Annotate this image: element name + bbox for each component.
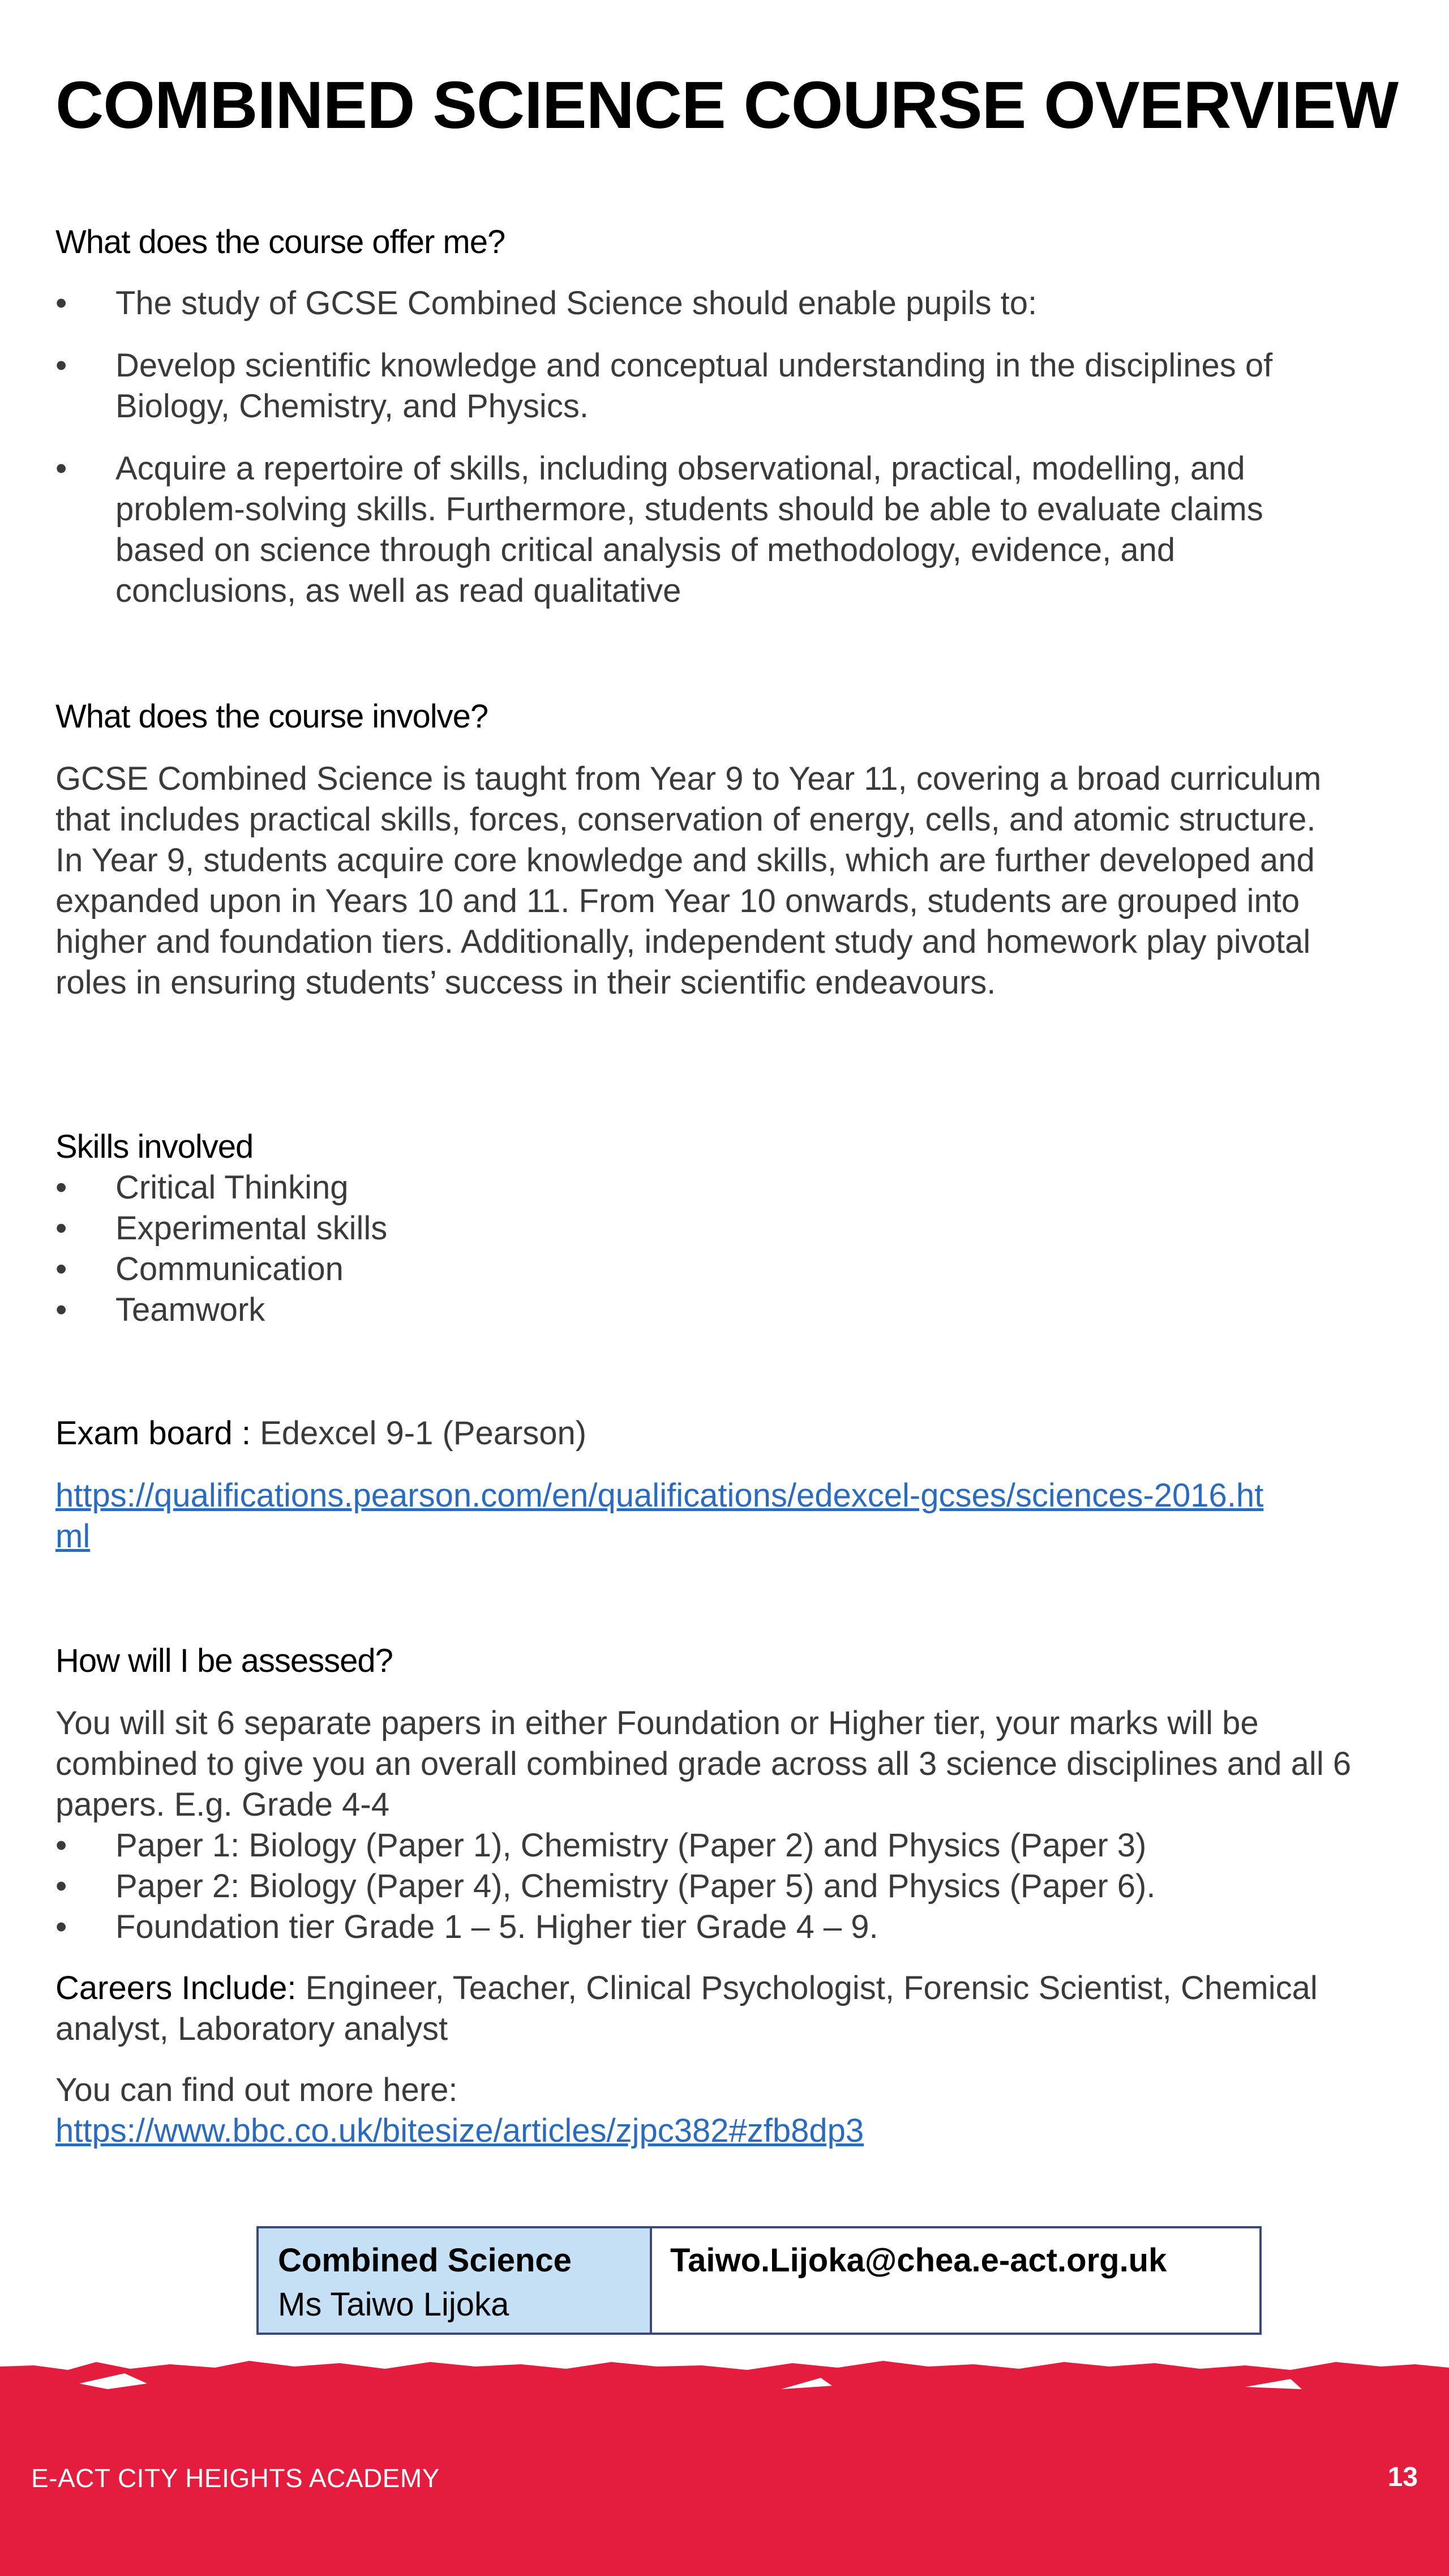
bullet-icon: • <box>55 1291 67 1328</box>
bullet-icon: • <box>55 347 67 384</box>
list-item: • The study of GCSE Combined Science should enable pupils to: <box>55 283 1352 324</box>
bullet-icon: • <box>55 1827 67 1864</box>
list-item: • Acquire a repertoire of skills, including observational, practical, modelling, and problem-solving skills. Furthermore, students should be able to evaluate claims based on science through critical analysis of methodology, evidence, and conclusions, as well as read qualitative <box>55 448 1352 611</box>
page-number: 13 <box>1387 2462 1418 2492</box>
footer-school: E-ACT CITY HEIGHTS ACADEMY <box>31 2463 440 2493</box>
offer-heading: What does the course offer me? <box>55 224 505 260</box>
list-item: • Teamwork <box>55 1290 1352 1330</box>
assess-text: You will sit 6 separate papers in either Foundation or Higher tier, your marks will be combined to give you an overall combined grade across all 3 science disciplines and all 6 papers. E.g. Grade 4-4 <box>55 1705 1352 1823</box>
contact-table <box>256 2226 1262 2335</box>
careers-value: Engineer, Teacher, Clinical Psychologist, Forensic Scientist, Chemical analyst, Laboratory analyst <box>55 1970 1318 2047</box>
contact-subject-cell <box>259 2228 652 2333</box>
exam-value: Edexcel 9-1 (Pearson) <box>250 1415 587 1452</box>
bullet-icon: • <box>55 450 67 487</box>
careers-label: Careers Include: <box>55 1970 297 2006</box>
bullet-icon: • <box>55 1169 67 1206</box>
list-item: • Paper 1: Biology (Paper 1), Chemistry (Paper 2) and Physics (Paper 3) <box>55 1825 1352 1866</box>
bullet-icon: • <box>55 1868 67 1905</box>
page-title: COMBINED SCIENCE COURSE OVERVIEW <box>55 68 1399 143</box>
offer-list <box>55 283 1352 611</box>
assess-heading: How will I be assessed? <box>55 1642 393 1679</box>
involve-text: GCSE Combined Science is taught from Year 9 to Year 11, covering a broad curriculum that includes practical skills, forces, conservation of energy, cells, and atomic structure. In Year 9, students acquire core knowledge and skills, which are further developed and expanded upon in Years 10 and 11. From Year 10 onwards, students are grouped into higher and foundation tiers. Additionally, independent study and homework play pivotal roles in ensuring students’ success in their scientific endeavours. <box>55 760 1322 1001</box>
bullet-icon: • <box>55 1251 67 1287</box>
contact-subject: Combined Science <box>278 2242 572 2279</box>
skills-heading: Skills involved <box>55 1128 254 1165</box>
more-text: You can find out more here: <box>55 2072 458 2108</box>
skills-section <box>55 1127 1352 1330</box>
bullet-icon: • <box>55 1909 67 1945</box>
bullet-icon: • <box>55 285 67 322</box>
offer-section <box>55 222 1352 633</box>
involve-section <box>55 696 1352 1003</box>
list-item: • Communication <box>55 1249 1352 1290</box>
list-item: • Critical Thinking <box>55 1167 1352 1208</box>
bbc-link[interactable]: https://www.bbc.co.uk/bitesize/articles/zjpc382#zfb8dp3 <box>55 2112 864 2149</box>
list-item: • Foundation tier Grade 1 – 5. Higher tier Grade 4 – 9. <box>55 1907 1352 1948</box>
contact-teacher: Ms Taiwo Lijoka <box>278 2286 509 2323</box>
bullet-icon: • <box>55 1210 67 1247</box>
contact-email: Taiwo.Lijoka@chea.e-act.org.uk <box>670 2242 1167 2279</box>
assess-list <box>55 1825 1352 1948</box>
exam-label: Exam board : <box>55 1415 251 1452</box>
list-item: • Paper 2: Biology (Paper 4), Chemistry (Paper 5) and Physics (Paper 6). <box>55 1866 1352 1907</box>
involve-heading: What does the course involve? <box>55 698 488 735</box>
exam-section <box>55 1413 1352 1557</box>
skills-list <box>55 1167 1352 1330</box>
assess-section <box>55 1641 1352 2151</box>
list-item: • Develop scientific knowledge and conceptual understanding in the disciplines of Biology, Chemistry, and Physics. <box>55 345 1352 427</box>
pearson-link[interactable]: https://qualifications.pearson.com/en/qualifications/edexcel-gcses/sciences-2016.html <box>55 1477 1264 1555</box>
list-item: • Experimental skills <box>55 1208 1352 1249</box>
